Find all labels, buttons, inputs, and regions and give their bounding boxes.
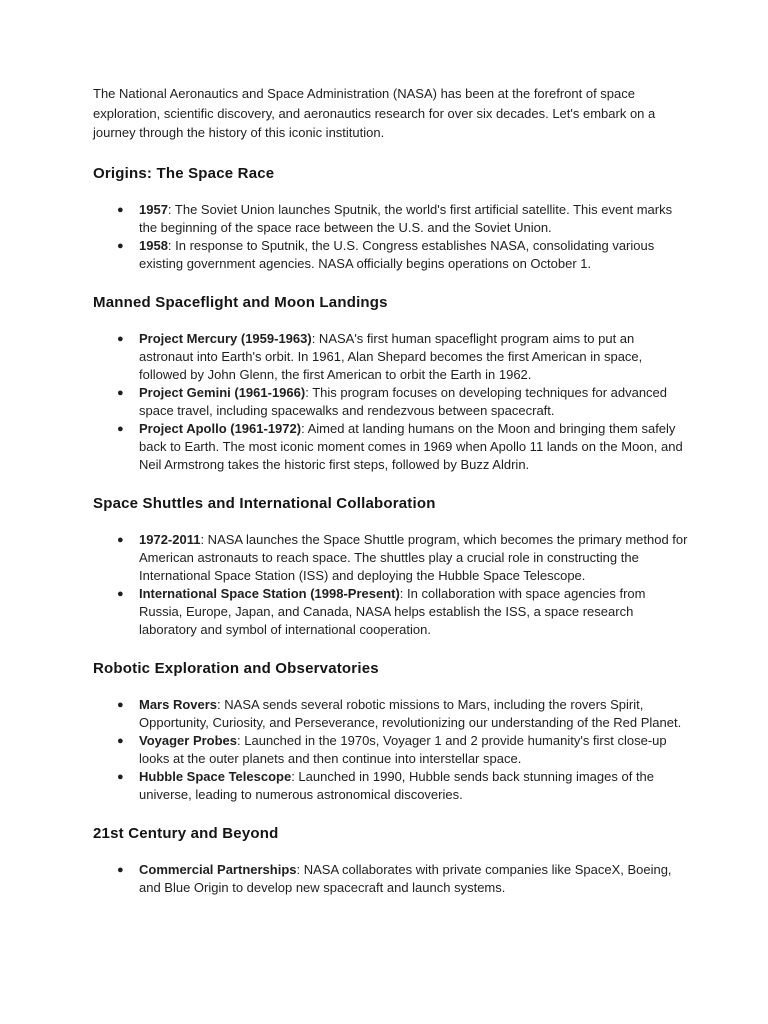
item-term: International Space Station (1998-Present) — [139, 585, 400, 601]
bullet-icon: ● — [117, 587, 124, 600]
section-heading: Manned Spaceflight and Moon Landings — [93, 293, 388, 311]
bullet-icon: ● — [117, 386, 124, 399]
list-item — [117, 531, 688, 585]
item-term: 1958 — [139, 237, 168, 253]
list-item — [117, 696, 688, 732]
bullet-list — [93, 531, 688, 639]
item-text: : Aimed at landing humans on the Moon and bringing them safely back to Earth. The most iconic moment comes in 1969 when Apollo 11 lands on the Moon, and Neil Armstrong takes the historic first steps, followed by Buzz Aldrin. — [139, 420, 683, 472]
list-item — [117, 768, 688, 804]
item-term: 1972-2011 — [139, 531, 201, 547]
bullet-icon: ● — [117, 422, 124, 435]
item-term: Voyager Probes — [139, 732, 238, 748]
sections-container — [93, 164, 688, 897]
item-term: Project Gemini (1961-1966) — [139, 384, 306, 400]
item-text: : This program focuses on developing techniques for advanced space travel, including spacewalks and rendezvous between spacecraft. — [139, 384, 668, 418]
section-heading: 21st Century and Beyond — [93, 824, 279, 842]
item-term: Project Apollo (1961-1972) — [139, 420, 302, 436]
list-item — [117, 201, 688, 237]
list-item — [117, 330, 688, 384]
item-term: Mars Rovers — [139, 696, 218, 712]
item-text: : The Soviet Union launches Sputnik, the world's first artificial satellite. This event marks the beginning of the space race between the U.S. and the Soviet Union. — [139, 201, 673, 235]
item-term: Hubble Space Telescope — [139, 768, 292, 784]
bullet-list — [93, 861, 688, 897]
item-text: : In response to Sputnik, the U.S. Congress establishes NASA, consolidating various existing government agencies. NASA officially begins operations on October 1. — [139, 237, 655, 271]
section-heading: Origins: The Space Race — [93, 164, 275, 182]
bullet-list — [93, 201, 688, 273]
item-term: Project Mercury (1959-1963) — [139, 330, 312, 346]
bullet-icon: ● — [117, 203, 124, 216]
item-text: : NASA sends several robotic missions to Mars, including the rovers Spirit, Opportunity, Curiosity, and Perseverance, revolutionizing our understanding of the Red Planet. — [139, 696, 682, 730]
item-text: : NASA collaborates with private companies like SpaceX, Boeing, and Blue Origin to develop new spacecraft and launch systems. — [139, 861, 672, 895]
section-heading: Space Shuttles and International Collaboration — [93, 494, 436, 512]
list-item — [117, 732, 688, 768]
intro-paragraph: The National Aeronautics and Space Administration (NASA) has been at the forefront of space exploration, scientific discovery, and aeronautics research for over six decades. Let's embark on a journey through the history of this iconic institution. — [93, 86, 656, 140]
item-term: 1957 — [139, 201, 168, 217]
bullet-icon: ● — [117, 332, 124, 345]
section-heading: Robotic Exploration and Observatories — [93, 659, 379, 677]
bullet-icon: ● — [117, 734, 124, 747]
bullet-list — [93, 696, 688, 804]
bullet-icon: ● — [117, 533, 124, 546]
list-item — [117, 420, 688, 474]
bullet-icon: ● — [117, 698, 124, 711]
item-text: : NASA's first human spaceflight program aims to put an astronaut into Earth's orbit. In 1961, Alan Shepard becomes the first American in space, followed by John Glenn, the first American to orbit the Earth in 1962. — [139, 330, 643, 382]
list-item — [117, 585, 688, 639]
list-item — [117, 384, 688, 420]
item-text: : In collaboration with space agencies from Russia, Europe, Japan, and Canada, NASA helps establish the ISS, a space research laboratory and symbol of international cooperation. — [139, 585, 646, 637]
bullet-list — [93, 330, 688, 474]
bullet-icon: ● — [117, 770, 124, 783]
item-text: : Launched in 1990, Hubble sends back stunning images of the universe, leading to numerous astronomical discoveries. — [139, 768, 655, 802]
item-text: : NASA launches the Space Shuttle program, which becomes the primary method for American astronauts to reach space. The shuttles play a crucial role in constructing the International Space Station (ISS) and deploying the Hubble Space Telescope. — [139, 531, 688, 583]
item-term: Commercial Partnerships — [139, 861, 297, 877]
bullet-icon: ● — [117, 239, 124, 252]
list-item — [117, 237, 688, 273]
list-item — [117, 861, 688, 897]
item-text: : Launched in the 1970s, Voyager 1 and 2 provide humanity's first close-up looks at the outer planets and then continue into interstellar space. — [139, 732, 667, 766]
bullet-icon: ● — [117, 863, 124, 876]
